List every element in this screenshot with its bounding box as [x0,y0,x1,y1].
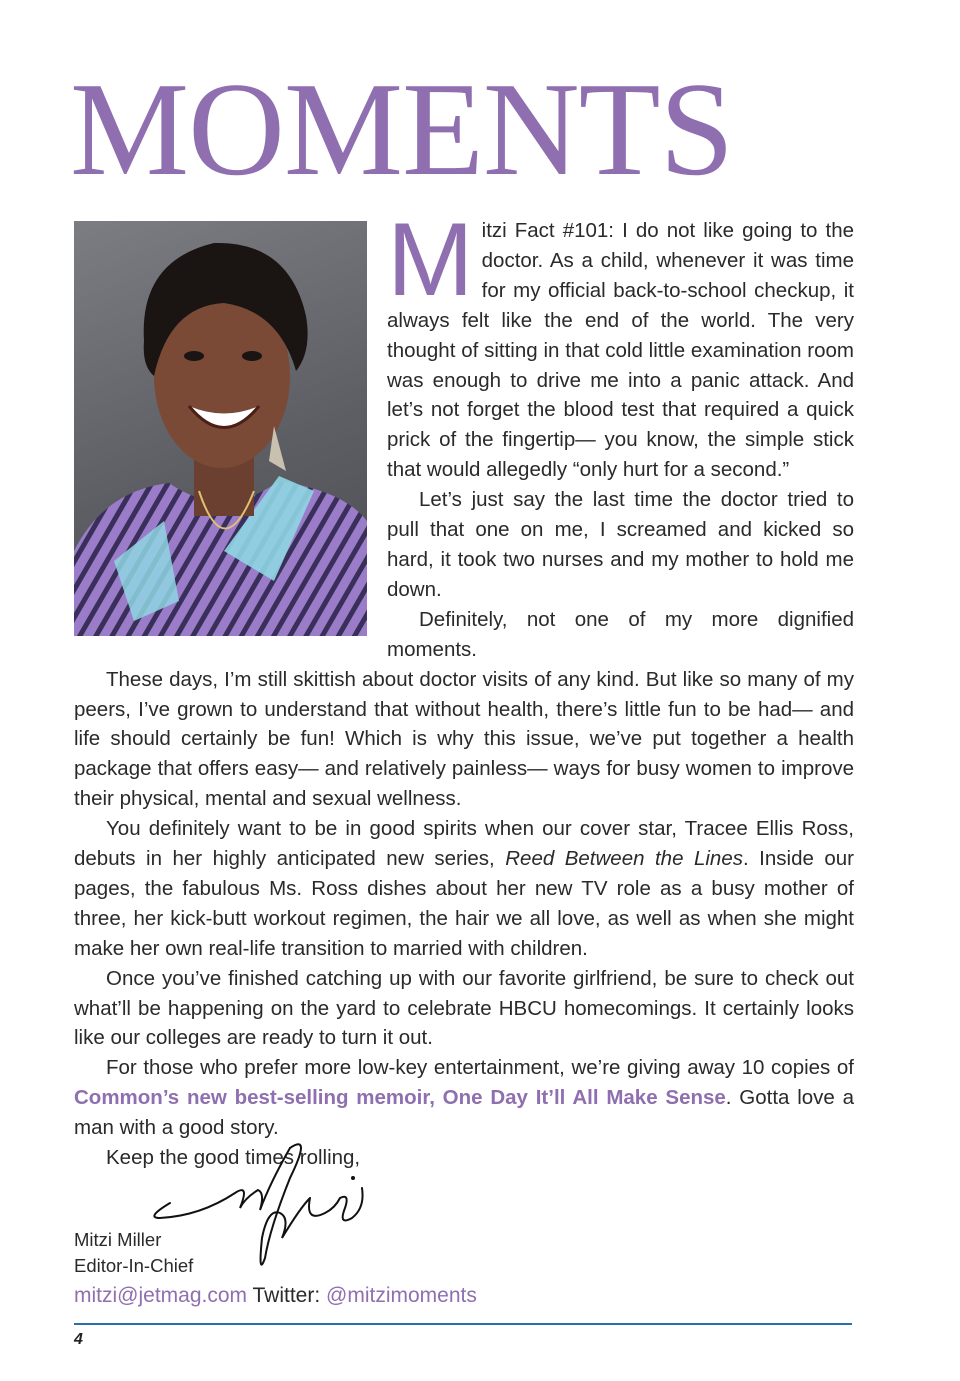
photo-wrap-spacer [74,216,387,646]
email-link[interactable]: mitzi@jetmag.com [74,1284,248,1307]
editors-letter [74,202,854,1173]
twitter-handle-link[interactable]: @mitzimoments [326,1284,477,1307]
paragraph-7 [74,1053,854,1143]
paragraph-6: Once you’ve finished catching up with our favorite girlfriend, be sure to check out what’ll be happening on the yard to celebrate HBCU homecomings. It certainly looks like our colleges are ready to turn it out. [74,966,854,1050]
page-number: 4 [74,1331,83,1348]
contact-line [74,1284,477,1308]
paragraph-5-tail: . Inside our pages, the fabulous Ms. Ross dishes about her new TV role as a busy mother of three, her kick-butt workout regimen, the hair we all love, as well as when she might make her own real-life transition to married with children. [74,847,854,960]
paragraph-4: These days, I’m still skittish about doctor visits of any kind. But like so many of my peers, I’ve grown to understand that without health, there’s little fun to be had— and life should certainly be fun! Which is why this issue, we’ve put together a health package that offers easy— and relatively painless— ways for busy women to improve their physical, mental and sexual wellness. [74,667,854,811]
memoir-highlight: Common’s new best-selling memoir, One Day It’ll All Make Sense [74,1086,726,1110]
closing-line: Keep the good times rolling, [106,1146,361,1170]
paragraph-5 [74,814,854,964]
paragraph-1-text: itzi Fact #101: I do not like going to the doctor. As a child, whenever it was time for my official back-to-school checkup, it always felt like the end of the world. The very thought of sitting in that cold little examination room was enough to drive me into a panic attack. And let’s not forget the blood test that required a quick prick of the fingertip— you know, the simple stick that would allegedly “only hurt for a second.” [387,219,854,482]
paragraph-7-lead: For those who prefer more low-key entertainment, we’re giving away 10 copies of [106,1056,854,1080]
editor-title: Editor-In-Chief [74,1255,194,1276]
editor-name: Mitzi Miller [74,1229,162,1250]
paragraph-3: Definitely, not one of my more dignified moments. [387,607,854,661]
drop-cap: M [387,202,474,318]
paragraph-5-lead: You definitely want to be in good spirits when our cover star, Tracee Ellis Ross, debuts in her highly anticipated new series, [74,817,854,871]
footer-rule [74,1323,852,1325]
paragraph-2: Let’s just say the last time the doctor tried to pull that one on me, I screamed and kicked so hard, it took two nurses and my mother to hold me down. [387,488,854,601]
page-title: MOMENTS [70,55,734,203]
show-title: Reed Between the Lines [505,847,743,871]
paragraph-7-tail: . Gotta love a man with a good story. [74,1086,854,1140]
twitter-label: Twitter: [252,1284,321,1307]
